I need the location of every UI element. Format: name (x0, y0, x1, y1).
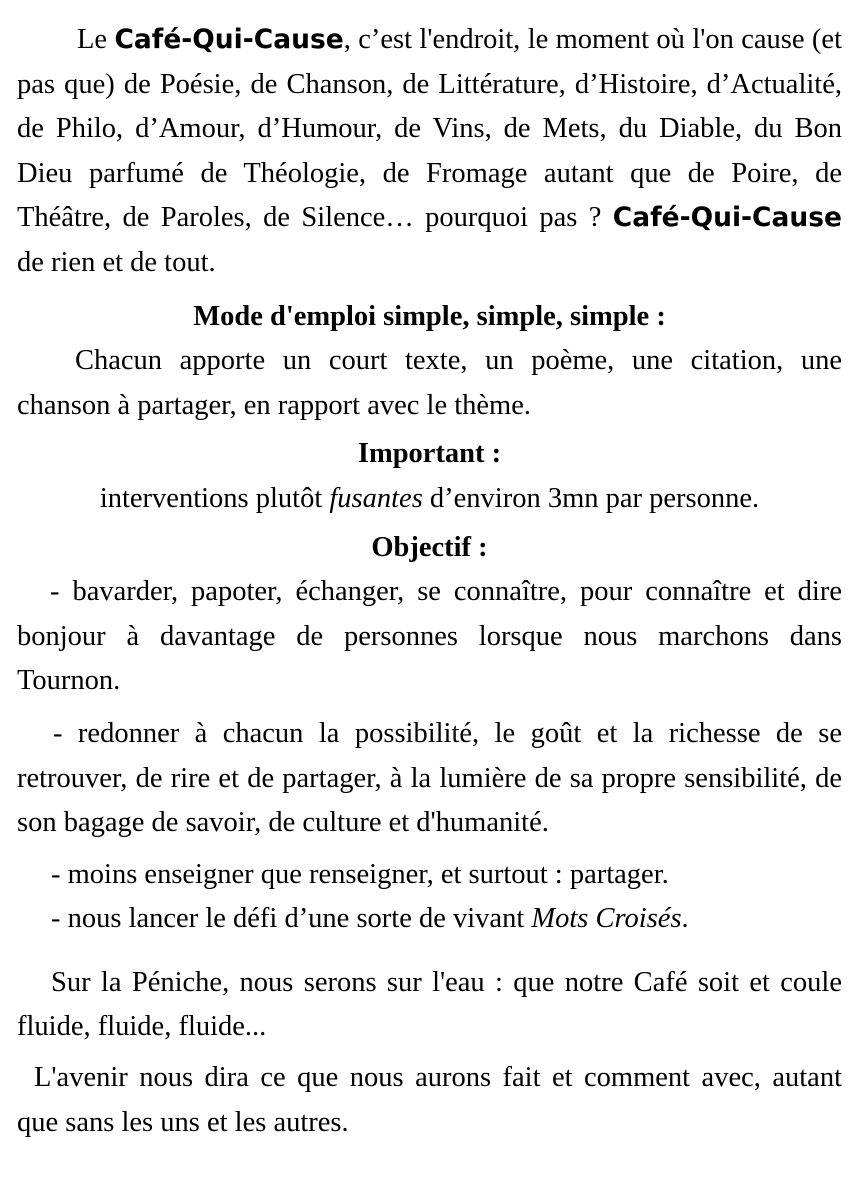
objectif-item (17, 897, 842, 942)
intro-text-end: de rien et de tout. (17, 246, 216, 278)
objectif-item-emphasis: Mots Croisés (531, 903, 682, 935)
closing-paragraph: L'avenir nous dira ce que nous aurons fait et comment avec, autant que sans les uns et les autres. (17, 1062, 842, 1138)
intro-text: , c’est l'endroit, le moment où l'on cause (et pas que) de Poésie, de Chanson, de Littérature, d’Histoire, d’Actualité, de Philo, d’Amour, d’Humour, de Vins, de Mets, du Diable, du Bon Dieu parfumé de Théologie, de Fromage autant que de Poire, de Théâtre, de Paroles, de Silence… pourquoi pas ? (17, 24, 842, 234)
objectif-item: - bavarder, papoter, échanger, se connaître, pour connaître et dire bonjour à davantage de personnes lorsque nous marchons dans Tournon. (17, 576, 842, 697)
intro-paragraph (17, 18, 842, 286)
document-page (17, 18, 842, 1145)
brand-name: Café-Qui-Cause (612, 202, 842, 234)
brand-name: Café-Qui-Cause (114, 24, 344, 55)
closing-paragraph: Sur la Péniche, nous serons sur l'eau : que notre Café soit et coule fluide, fluide, fluide... (17, 966, 842, 1043)
objectif-item-text-end: . (681, 903, 689, 935)
objectif-item-text: - nous lancer le défi d’une sorte de vivant (51, 903, 532, 935)
important-paragraph (17, 477, 842, 522)
objectif-item: - redonner à chacun la possibilité, le goût et la richesse de se retrouver, de rire et de partager, à la lumière de sa propre sensibilité, de son bagage de savoir, de culture et d'humanité. (17, 717, 842, 839)
objectif-item: - moins enseigner que renseigner, et surtout : partager. (51, 858, 669, 890)
objectif-heading: Objectif : (371, 531, 488, 563)
intro-lead: Le (77, 24, 115, 55)
important-emphasis: fusantes (329, 482, 423, 514)
important-text-end: d’environ 3mn par personne. (422, 482, 760, 514)
mode-emploi-paragraph: Chacun apporte un court texte, un poème, une citation, une chanson à partager, en rapport avec le thème. (17, 345, 842, 421)
important-heading: Important : (357, 438, 502, 470)
mode-emploi-heading: Mode d'emploi simple, simple, simple : (193, 300, 666, 332)
important-text: interventions plutôt (99, 482, 330, 514)
